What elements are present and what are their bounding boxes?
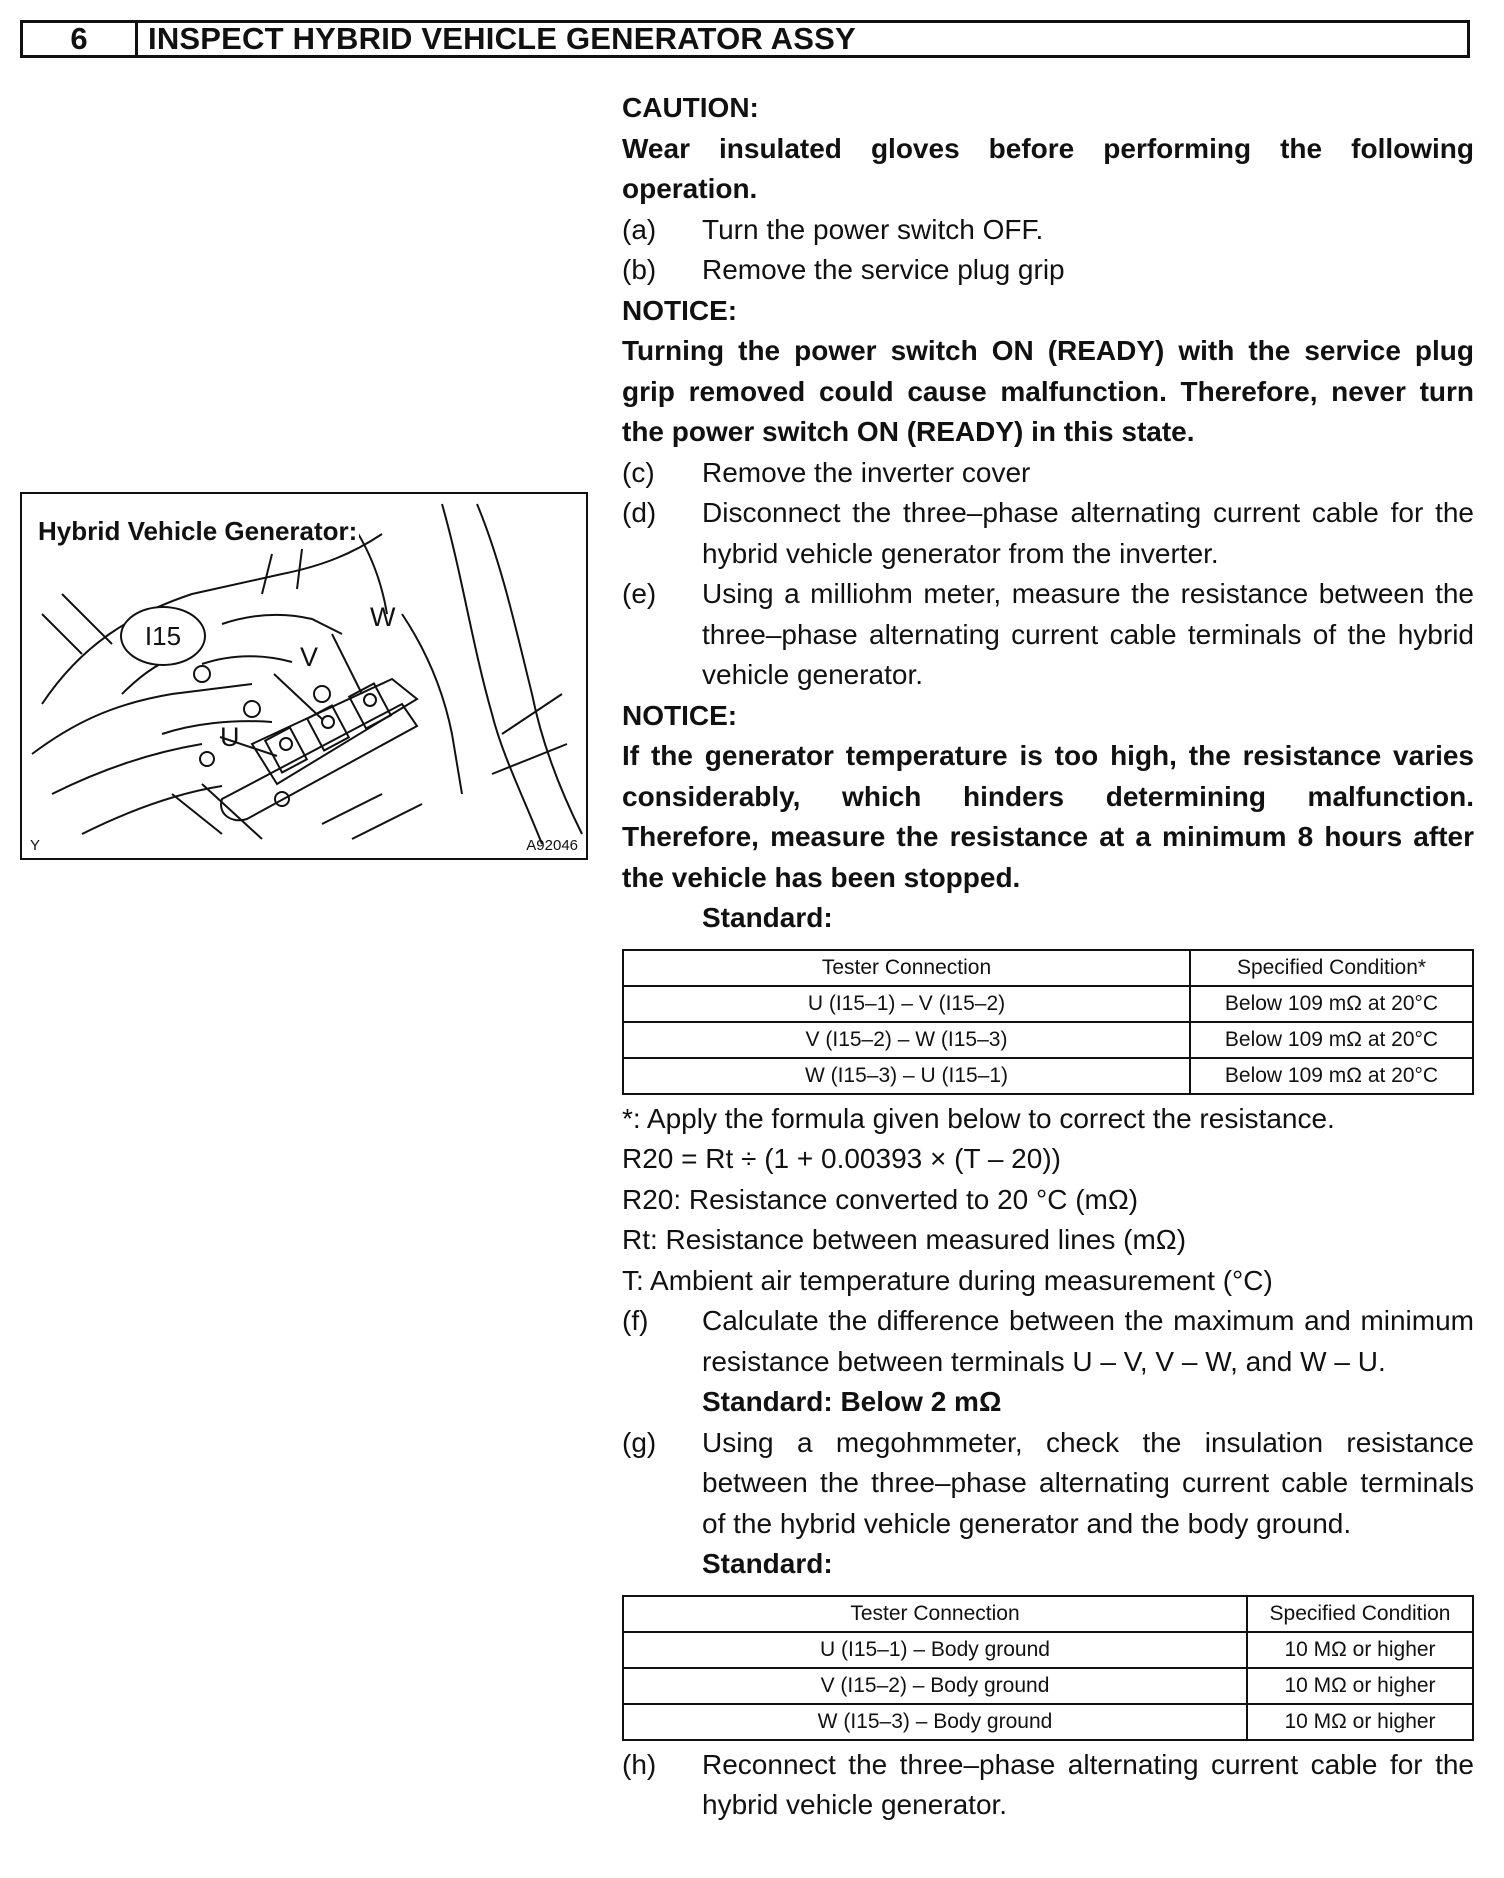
formula-equation: R20 = Rt ÷ (1 + 0.00393 × (T – 20)) — [622, 1143, 1061, 1174]
step-c — [622, 453, 1474, 494]
table-header: Specified Condition* — [1190, 950, 1473, 986]
step-text: Using a milliohm meter, measure the resistance between the three–phase alternating current cable terminals of the hybrid vehicle generator. — [702, 578, 1474, 690]
step-label: (g) — [622, 1426, 657, 1458]
table-cell: V (I15–2) – W (I15–3) — [623, 1022, 1190, 1058]
terminal-label-u: U — [220, 722, 240, 752]
generator-figure — [20, 492, 588, 860]
insulation-table — [622, 1595, 1474, 1741]
section-header — [20, 20, 1470, 58]
figure-code: A92046 — [526, 837, 578, 854]
step-label: (b) — [622, 254, 657, 285]
step-d — [622, 493, 1474, 574]
resistance-table — [622, 949, 1474, 1095]
formula-t: T: Ambient air temperature during measurement (°C) — [622, 1264, 1273, 1296]
terminal-label-w: W — [370, 602, 396, 632]
table-row — [623, 1058, 1473, 1094]
table-cell: U (I15–1) – Body ground — [623, 1632, 1247, 1668]
table-row — [623, 1632, 1473, 1668]
procedure-content — [622, 88, 1474, 1826]
step-text: Disconnect the three–phase alternating current cable for the hybrid vehicle generator from the inverter. — [702, 497, 1474, 569]
table-row — [623, 1022, 1473, 1058]
step-text: Reconnect the three–phase alternating current cable for the hybrid vehicle generator. — [702, 1748, 1474, 1820]
table-cell: Below 109 mΩ at 20°C — [1190, 1022, 1473, 1058]
step-text: Using a megohmmeter, check the insulation resistance between the three–phase alternating current cable terminals of the hybrid vehicle generator and the body ground. — [702, 1426, 1474, 1539]
table-cell: 10 MΩ or higher — [1247, 1632, 1473, 1668]
step-f — [622, 1301, 1474, 1382]
step-text: Turn the power switch OFF. — [702, 213, 1044, 245]
table-cell: W (I15–3) – U (I15–1) — [623, 1058, 1190, 1094]
step-h — [622, 1745, 1474, 1826]
table-cell: V (I15–2) – Body ground — [623, 1668, 1247, 1704]
generator-illustration — [22, 494, 588, 860]
standard-f: Standard: Below 2 mΩ — [702, 1386, 1002, 1417]
notice-label: NOTICE: — [622, 699, 738, 731]
step-label: (d) — [622, 497, 657, 528]
notice-text: Turning the power switch ON (READY) with the service plug grip removed could cause malfunction. Therefore, never turn the power switch ON (READY) in this state. — [622, 335, 1474, 447]
table-row — [623, 986, 1473, 1022]
terminal-label-v: V — [300, 642, 319, 672]
notice-text: If the generator temperature is too high, the resistance varies considerably, which hinders determining malfunction. Therefore, measure the resistance at a minimum 8 hours after the vehicle has been stopped. — [622, 740, 1474, 893]
table-header-row — [623, 1596, 1473, 1632]
figure-corner-label: Y — [30, 837, 41, 854]
section-number: 6 — [23, 23, 138, 55]
formula-r20: R20: Resistance converted to 20 °C (mΩ) — [622, 1183, 1139, 1215]
formula-rt: Rt: Resistance between measured lines (mΩ) — [622, 1224, 1187, 1255]
step-text: Remove the service plug grip — [702, 254, 1065, 285]
caution-label: CAUTION: — [622, 92, 759, 123]
table-cell: Below 109 mΩ at 20°C — [1190, 986, 1473, 1022]
step-text: Calculate the difference between the maximum and minimum resistance between terminals U – V, V – W, and W – U. — [702, 1305, 1474, 1377]
standard-label: Standard: — [702, 902, 833, 933]
section-title: INSPECT HYBRID VEHICLE GENERATOR ASSY — [148, 21, 856, 56]
standard-label: Standard: — [702, 1548, 833, 1579]
step-b — [622, 250, 1474, 291]
notice-label: NOTICE: — [622, 294, 738, 326]
table-cell: 10 MΩ or higher — [1247, 1704, 1473, 1740]
table-cell: W (I15–3) – Body ground — [623, 1704, 1247, 1740]
table-header: Tester Connection — [623, 950, 1190, 986]
step-g — [622, 1423, 1474, 1545]
step-text: Remove the inverter cover — [702, 456, 1031, 488]
step-e — [622, 574, 1474, 696]
table-header: Tester Connection — [623, 1596, 1247, 1632]
table-cell: U (I15–1) – V (I15–2) — [623, 986, 1190, 1022]
step-label: (c) — [622, 456, 655, 488]
table-header-row — [623, 950, 1473, 986]
table-row — [623, 1704, 1473, 1740]
figure-caption: Hybrid Vehicle Generator: — [38, 516, 358, 546]
step-label: (f) — [622, 1305, 649, 1336]
table-cell: 10 MΩ or higher — [1247, 1668, 1473, 1704]
table-header: Specified Condition — [1247, 1596, 1473, 1632]
table-cell: Below 109 mΩ at 20°C — [1190, 1058, 1473, 1094]
step-label: (h) — [622, 1748, 657, 1780]
connector-label: I15 — [120, 606, 206, 666]
table-row — [623, 1668, 1473, 1704]
step-label: (e) — [622, 578, 657, 609]
step-label: (a) — [622, 213, 657, 245]
step-a — [622, 210, 1474, 251]
caution-text: Wear insulated gloves before performing the following operation. — [622, 132, 1474, 204]
formula-note: *: Apply the formula given below to correct the resistance. — [622, 1102, 1335, 1134]
